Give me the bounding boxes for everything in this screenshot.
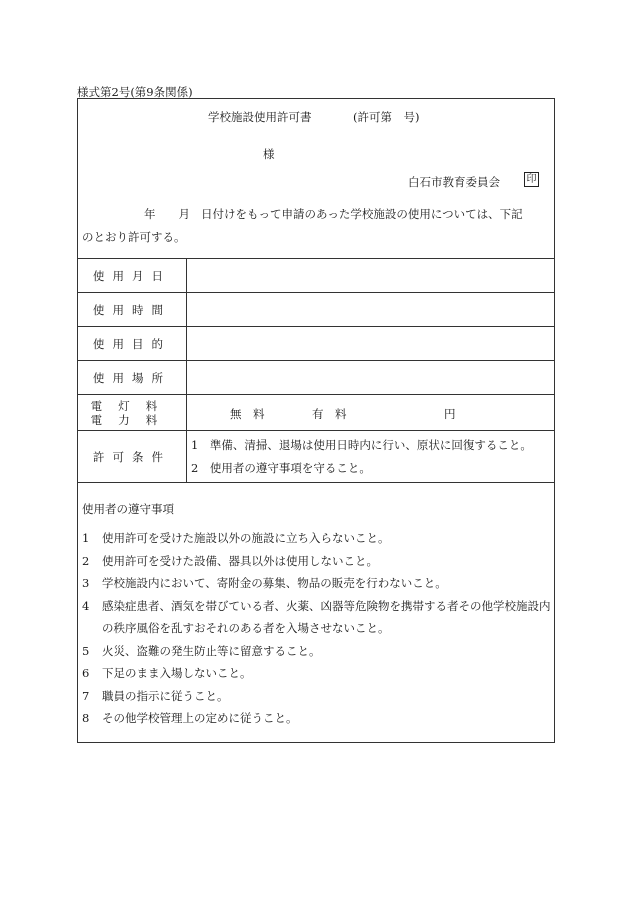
fees-value [187,395,554,430]
rule-number: 8 [82,711,90,725]
rule-number: 3 [82,576,90,590]
rule-number: 6 [82,666,90,680]
form-number-label: 様式第2号(第9条関係) [77,85,193,99]
rule-number: 2 [82,553,90,568]
intro-text-line1: 日付けをもって申請のあった学校施設の使用については、下記 [201,207,523,221]
row-label-usage-date: 使用月日 [78,259,187,292]
list-item [82,640,552,663]
fee-paid-option: 有 料 [312,407,347,421]
table-row-conditions [78,431,554,483]
conditions-value [187,431,554,482]
list-item [82,572,552,595]
list-item [82,662,552,685]
row-label-usage-time: 使用時間 [78,293,187,326]
condition-item: 1 準備、清掃、退場は使用日時内に行い、原状に回復すること。 [191,438,532,452]
condition-item: 2 使用者の遵守事項を守ること。 [191,461,371,475]
rule-number: 1 [82,531,90,545]
rule-text: 職員の指示に従うこと。 [102,688,229,703]
permit-details-table [78,258,554,483]
table-row [78,327,554,361]
rule-number: 7 [82,688,90,703]
fee-label-electric-power: 電力料 [90,412,174,427]
list-item [82,550,552,573]
form-title: 学校施設使用許可書 [208,110,312,124]
intro-date-placeholder: 年 月 [144,207,190,221]
usage-date-value [187,259,554,292]
usage-time-value [187,293,554,326]
rule-text: 使用許可を受けた設備、器具以外は使用しないこと。 [102,553,378,568]
fee-label-electric-light: 電灯料 [90,398,174,413]
list-item [82,595,552,640]
rule-text: 使用許可を受けた施設以外の施設に立ち入らないこと。 [102,531,390,545]
table-row [78,259,554,293]
row-label-usage-place: 使用場所 [78,361,187,394]
list-item [82,527,552,550]
table-row-fees [78,395,554,431]
rule-number: 4 [82,598,90,613]
table-row [78,293,554,327]
seal-mark: 印 [524,172,539,187]
row-label-fees [78,395,187,430]
rule-text: 学校施設内において、寄附金の募集、物品の販売を行わないこと。 [102,576,447,590]
addressee-suffix: 様 [263,147,275,161]
intro-text-line2: のとおり許可する。 [82,230,186,244]
rule-number: 5 [82,643,90,658]
rules-heading: 使用者の遵守事項 [82,502,174,516]
list-item [82,707,552,730]
rule-text: 火災、盗難の発生防止等に留意すること。 [102,643,321,658]
user-rules-section [82,501,552,730]
list-item [82,685,552,708]
rule-text: 感染症患者、酒気を帯びている者、火薬、凶器等危険物を携帯する者その他学校施設内の秩序風俗を乱すおそれのある者を入場させないこと。 [102,598,551,635]
table-row [78,361,554,395]
rule-text: 下足のまま入場しないこと。 [102,666,252,680]
usage-purpose-value [187,327,554,360]
row-label-usage-purpose: 使用目的 [78,327,187,360]
fee-yen-unit: 円 [444,407,456,421]
row-label-conditions: 許可条件 [78,431,187,482]
rule-text: その他学校管理上の定めに従うこと。 [102,711,298,725]
issuer-name: 白石市教育委員会 [408,175,500,189]
fee-free-option: 無 料 [230,407,265,421]
usage-place-value [187,361,554,394]
permit-number: (許可第 号) [353,110,420,124]
permit-form [77,98,555,743]
